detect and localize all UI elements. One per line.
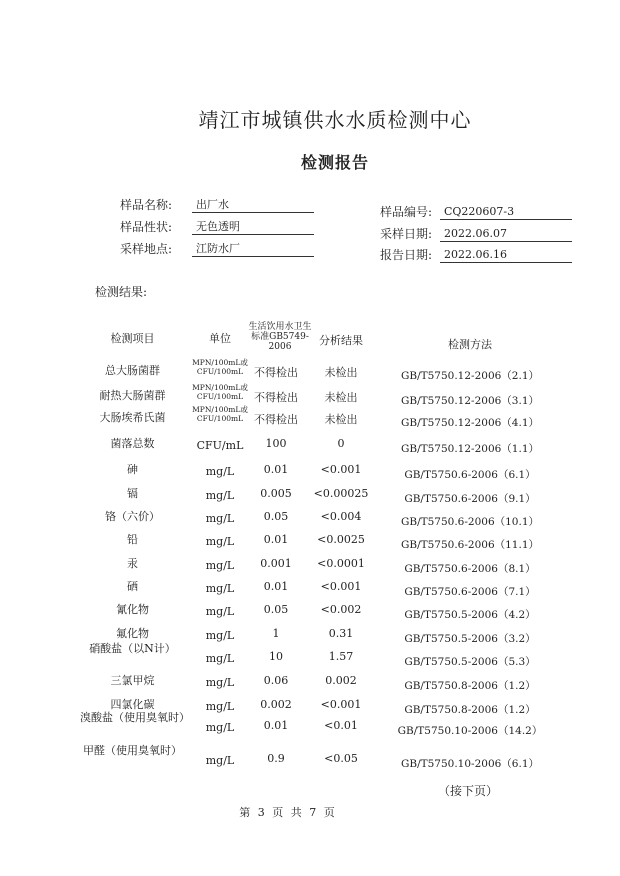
row-standard: 0.005: [260, 487, 292, 500]
row-item: 汞: [127, 557, 138, 570]
row-result: <0.004: [320, 510, 362, 523]
row-method: GB/T5750.12-2006（1.1）: [400, 443, 540, 455]
row-unit: mg/L: [205, 465, 235, 478]
sample-date-value: 2022.06.07: [440, 227, 572, 242]
row-result: <0.001: [320, 698, 362, 711]
row-result: <0.0025: [317, 533, 365, 546]
row-result: 0.31: [328, 627, 354, 640]
row-result: <0.01: [324, 719, 358, 732]
sample-number-label: 样品编号:: [380, 205, 433, 219]
row-unit: MPN/100mL或CFU/100mL: [192, 383, 248, 401]
row-method: GB/T5750.10-2006（6.1）: [400, 758, 540, 770]
row-standard: 0.01: [263, 463, 289, 476]
row-result: 0: [337, 437, 345, 450]
row-standard: 0.05: [263, 603, 289, 616]
row-result: 0.002: [325, 674, 357, 687]
row-result: 未检出: [324, 366, 358, 379]
row-item: 硝酸盐（以N计）: [89, 642, 176, 655]
row-standard: 不得检出: [254, 413, 298, 426]
row-method: GB/T5750.12-2006（2.1）: [400, 370, 540, 382]
row-item: 耐热大肠菌群: [99, 389, 166, 402]
row-standard: 0.05: [263, 510, 289, 523]
row-result: <0.001: [320, 463, 362, 476]
col-header-item: 检测项目: [110, 332, 155, 345]
row-unit: mg/L: [205, 512, 235, 525]
row-item: 砷: [127, 463, 138, 476]
row-standard: 1: [272, 627, 280, 640]
row-method: GB/T5750.6-2006（10.1）: [400, 516, 540, 528]
sample-property-label: 样品性状:: [120, 220, 173, 234]
row-method: GB/T5750.12-2006（4.1）: [400, 417, 540, 429]
row-unit: mg/L: [205, 605, 235, 618]
col-header-method: 检测方法: [448, 338, 492, 351]
row-standard: 10: [269, 650, 283, 663]
row-item: 大肠埃希氏菌: [99, 411, 166, 424]
org-name: 靖江市城镇供水水质检测中心: [198, 108, 472, 132]
row-method: GB/T5750.6-2006（6.1）: [404, 469, 536, 481]
row-standard: 0.01: [263, 580, 289, 593]
row-item: 总大肠菌群: [105, 364, 160, 377]
row-method: GB/T5750.5-2006（3.2）: [404, 633, 536, 645]
row-unit: mg/L: [205, 652, 235, 665]
row-method: GB/T5750.5-2006（5.3）: [404, 656, 536, 668]
col-header-standard: 生活饮用水卫生标准GB5749-2006: [248, 322, 312, 352]
row-item: 氰化物: [116, 603, 149, 616]
row-item: 菌落总数: [110, 437, 155, 450]
row-unit: MPN/100mL或CFU/100mL: [192, 358, 248, 376]
sample-name-value: 出厂水: [192, 198, 314, 213]
row-unit: MPN/100mL或CFU/100mL: [192, 405, 248, 423]
row-item: 氟化物: [116, 627, 149, 640]
row-result: 1.57: [328, 650, 354, 663]
row-method: GB/T5750.5-2006（4.2）: [404, 609, 536, 621]
row-item: 溴酸盐（使用臭氧时）: [80, 711, 190, 724]
row-standard: 不得检出: [254, 391, 298, 404]
sample-number-value: CQ220607-3: [440, 205, 572, 220]
row-result: 未检出: [324, 413, 358, 426]
report-title: 检测报告: [300, 153, 370, 172]
row-method: GB/T5750.6-2006（11.1）: [400, 539, 540, 551]
row-item: 甲醛（使用臭氧时）: [83, 744, 182, 757]
page-number: 第 3 页 共 7 页: [239, 806, 335, 819]
sample-location-value: 江防水厂: [192, 242, 314, 257]
row-standard: 0.06: [263, 674, 289, 687]
row-method: GB/T5750.6-2006（8.1）: [404, 563, 536, 575]
row-standard: 0.001: [260, 557, 292, 570]
row-item: 镉: [127, 487, 138, 500]
row-method: GB/T5750.6-2006（7.1）: [404, 586, 536, 598]
row-unit: mg/L: [205, 676, 235, 689]
row-unit: mg/L: [205, 489, 235, 502]
row-standard: 0.01: [263, 719, 289, 732]
sample-date-label: 采样日期:: [380, 227, 433, 241]
col-header-unit: 单位: [209, 332, 231, 345]
row-result: 未检出: [324, 391, 358, 404]
row-result: <0.001: [320, 580, 362, 593]
row-unit: mg/L: [205, 629, 235, 642]
row-method: GB/T5750.10-2006（14.2）: [397, 725, 543, 737]
row-standard: 0.01: [263, 533, 289, 546]
sample-location-label: 采样地点:: [120, 242, 173, 256]
row-standard: 100: [265, 437, 287, 450]
row-method: GB/T5750.6-2006（9.1）: [404, 493, 536, 505]
row-unit: mg/L: [205, 582, 235, 595]
row-item: 铅: [127, 533, 138, 546]
report-date-label: 报告日期:: [380, 248, 433, 262]
row-unit: mg/L: [205, 559, 235, 572]
row-result: <0.05: [324, 752, 358, 765]
row-item: 铬（六价）: [105, 510, 160, 523]
row-unit: CFU/mL: [196, 439, 244, 452]
row-item: 四氯化碳: [110, 698, 155, 711]
col-header-result: 分析结果: [319, 334, 363, 347]
row-item: 硒: [127, 580, 138, 593]
row-unit: mg/L: [205, 754, 235, 767]
row-result: <0.00025: [313, 487, 369, 500]
row-method: GB/T5750.8-2006（1.2）: [404, 704, 536, 716]
row-result: <0.002: [320, 603, 362, 616]
row-result: <0.0001: [317, 557, 365, 570]
row-unit: mg/L: [205, 535, 235, 548]
row-method: GB/T5750.12-2006（3.1）: [400, 395, 540, 407]
row-item: 三氯甲烷: [110, 674, 155, 687]
sample-property-value: 无色透明: [192, 220, 314, 235]
row-standard: 0.002: [260, 698, 292, 711]
row-standard: 0.9: [267, 752, 285, 765]
continued-note: （接下页）: [438, 784, 499, 798]
row-standard: 不得检出: [254, 366, 298, 379]
results-title: 检测结果:: [95, 285, 148, 299]
row-method: GB/T5750.8-2006（1.2）: [404, 680, 536, 692]
report-date-value: 2022.06.16: [440, 248, 572, 263]
row-unit: mg/L: [205, 721, 235, 734]
sample-name-label: 样品名称:: [120, 198, 173, 212]
row-unit: mg/L: [205, 700, 235, 713]
